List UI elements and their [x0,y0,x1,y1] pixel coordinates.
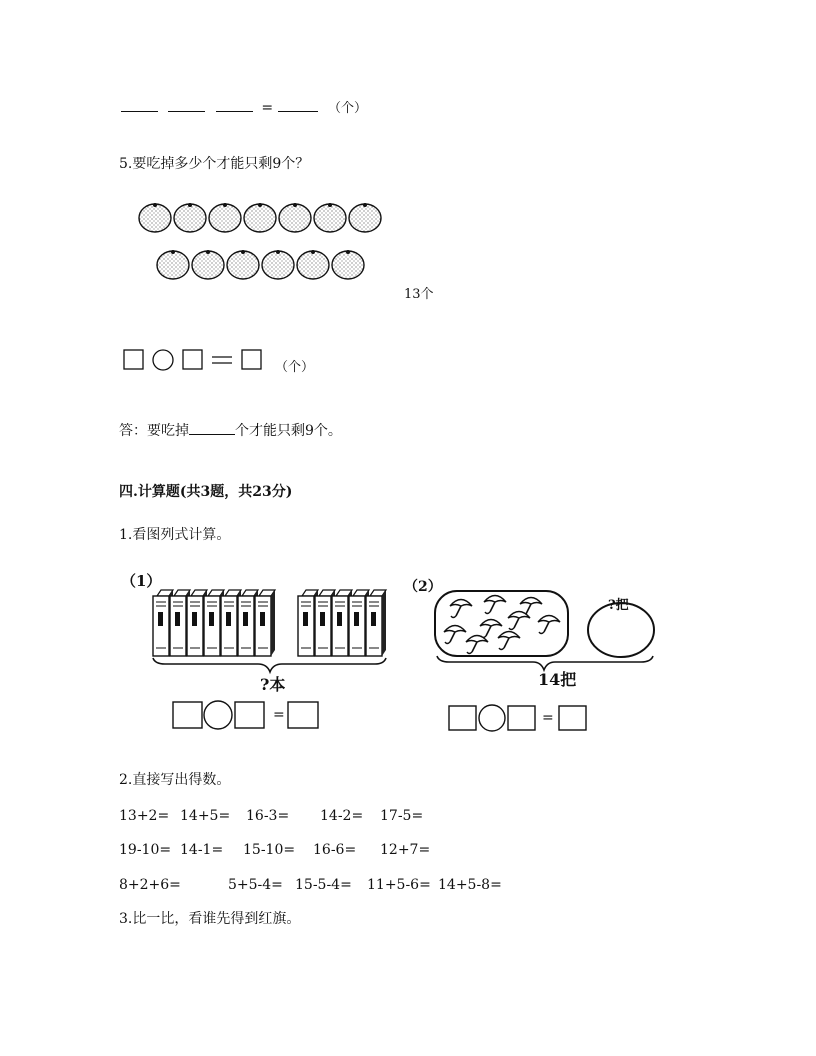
calc-item: 14-1= [180,842,224,858]
book-group-right [298,590,386,656]
answer-box[interactable] [449,706,476,730]
orange-icon [192,250,224,279]
calc-item: 11+5-6= [367,877,431,893]
answer-blank[interactable] [189,420,235,435]
umbrella-icon [508,612,530,630]
calc-item: 13+2= [119,808,170,824]
calc-item: 16-6= [313,842,357,858]
answer-blank[interactable] [168,97,205,112]
oranges-illustration [135,198,405,293]
question-5-title: 5.要吃掉多少个才能只剩9个？ [119,156,310,172]
question-1-title: 1.看图列式计算。 [119,527,231,543]
calc-item: 8+2+6= [119,877,181,893]
equals-sign: = [542,710,554,726]
orange-row-top [139,203,381,232]
answer-line [119,420,342,440]
umbrella-icon [484,596,506,614]
umbrella-icon [538,616,560,634]
orange-icon [332,250,364,279]
answer-box[interactable] [242,350,261,369]
answer-blank[interactable] [216,97,253,112]
part-2-label: （2） [404,579,442,595]
operator-circle[interactable] [479,705,505,731]
operator-circle[interactable] [153,350,173,370]
calc-item: 14-2= [320,808,364,824]
umbrella-icon [444,626,466,644]
orange-icon [262,250,294,279]
answer-box[interactable] [288,702,318,728]
operator-circle[interactable] [204,701,232,729]
umbrella-icon [480,620,502,638]
umbrella-icon [450,600,472,618]
answer-box[interactable] [124,350,143,369]
calc-item: 17-5= [380,808,424,824]
calc-item: 15-5-4= [295,877,352,893]
equation-template [172,700,322,730]
umbrella-group [444,596,560,654]
orange-icon [174,203,206,232]
orange-icon [349,203,381,232]
umbrella-icon [498,632,520,650]
orange-icon [244,203,276,232]
answer-prefix: 答：要吃掉 [119,423,189,439]
section-title: 四.计算题(共3题，共23分) [119,484,293,500]
answer-box[interactable] [235,702,264,728]
books-illustration [150,588,390,668]
calc-item: 5+5-4= [228,877,283,893]
part-2-total: 14把 [538,670,577,689]
orange-icon [297,250,329,279]
total-count-label: 13个 [404,287,434,302]
answer-suffix: 个才能只剩9个。 [235,423,342,439]
answer-box[interactable] [559,706,586,730]
calc-item: 14+5-8= [438,877,502,893]
fill-line-top [121,97,367,118]
calc-item: 19-10= [119,842,172,858]
orange-row-bottom [157,250,364,279]
part-2-question: ?把 [608,598,629,613]
answer-box[interactable] [508,706,535,730]
part-1-total: ?本 [260,675,286,694]
unit-label: （个） [328,101,368,116]
orange-icon [157,250,189,279]
orange-icon [139,203,171,232]
equation-template [123,348,278,372]
umbrella-icon [466,636,488,654]
answer-box[interactable] [183,350,202,369]
question-2-title: 2.直接写出得数。 [119,772,231,788]
book-icon [366,590,386,656]
equation-template [448,704,590,732]
part-1-label: （1） [121,572,162,590]
unit-label: （个） [275,360,315,375]
answer-blank[interactable] [121,97,158,112]
calc-item: 12+7= [380,842,431,858]
book-icon [255,590,275,656]
orange-icon [227,250,259,279]
book-group-left [153,590,275,656]
calc-item: 14+5= [180,808,231,824]
calc-item: 16-3= [246,808,290,824]
orange-icon [209,203,241,232]
total-brace [153,658,386,672]
calc-item: 15-10= [243,842,296,858]
orange-icon [314,203,346,232]
equals-sign: = [273,707,285,723]
question-3-title: 3.比一比，看谁先得到红旗。 [119,911,301,927]
answer-blank[interactable] [278,97,318,112]
orange-icon [279,203,311,232]
equals-sign: = [261,100,274,116]
answer-box[interactable] [173,702,202,728]
